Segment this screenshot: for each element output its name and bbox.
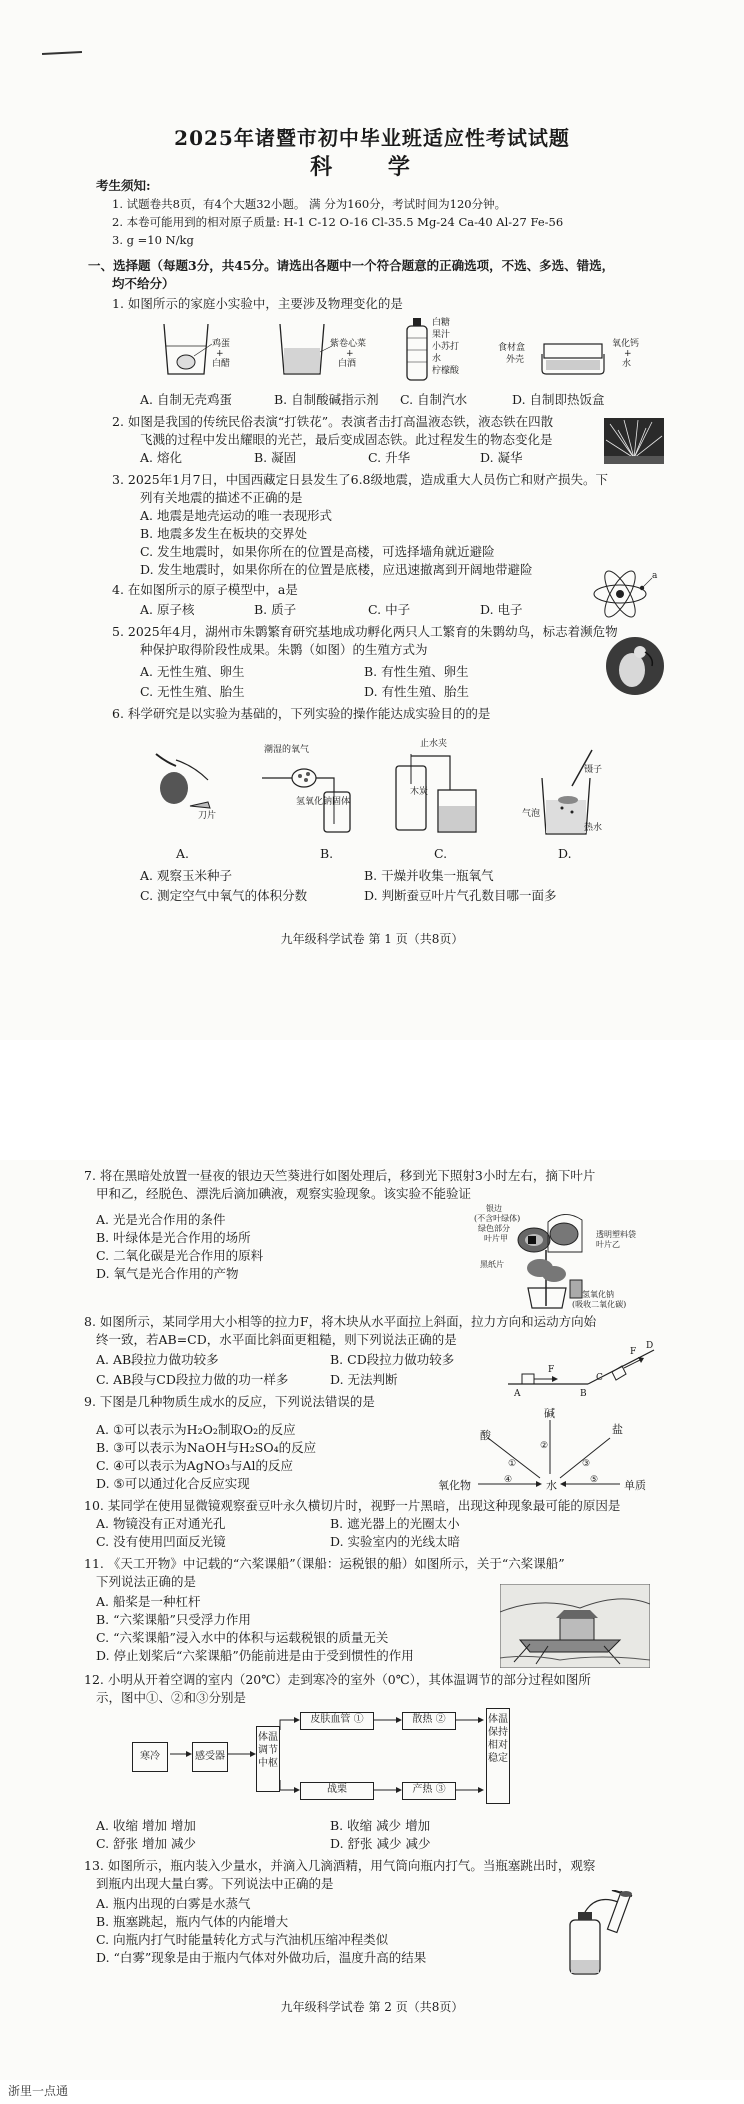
exam-title: 2025年诸暨市初中毕业班适应性考试试题 [174,126,570,150]
q5-line-1: 5. 2025年4月，湖州市朱鹮繁育研究基地成功孵化两只人工繁育的朱鹮幼鸟，标志着濒危物 [112,624,618,639]
q1-fig-b-l2: + [346,349,354,359]
q6-letter-a: A. [176,846,190,861]
q10-option-d: D. 实验室内的光线太暗 [330,1534,461,1549]
q7-line-1: 7. 将在黑暗处放置一昼夜的银边天竺葵进行如图处理后，移到光下照射3小时左右，摘下叶片 [84,1168,596,1183]
q12-box-shiver: 战栗 [300,1782,374,1800]
notice-1: 1. 试题卷共8页，有4个大题32小题。 满 分为160分，考试时间为120分钟。 [112,197,507,211]
q13-option-c: C. 向瓶内打气时能量转化方式与汽油机压缩冲程类似 [96,1932,389,1947]
q4-option-b: B. 质子 [254,602,297,617]
exam-page-1 [0,0,744,1040]
q7-fig-l2: (不含叶绿体) [474,1214,521,1223]
q9-fig-base: 碱 [544,1407,555,1420]
q10-option-c: C. 没有使用凹面反光镜 [96,1534,226,1549]
q8-option-b: B. CD段拉力做功较多 [330,1352,455,1367]
q12-skin-label: 皮肤血管 [310,1714,351,1725]
q12-box-skin [300,1712,374,1730]
q8-line-2: 终一致，若AB=CD，水平面比斜面更粗糙，则下列说法正确的是 [96,1332,457,1347]
q5-crested-ibis-photo [604,636,666,696]
q8-option-a: A. AB段拉力做功较多 [96,1352,219,1367]
q1-option-c: C. 自制汽水 [400,392,468,407]
q11-boat-illustration [500,1584,650,1668]
q7-fig-l3: 绿色部分 [478,1224,510,1233]
q1-figure-b [276,318,336,380]
q1-fig-b-l3: 白酒 [338,359,357,369]
watermark-source: 浙里一点通 [8,2084,69,2098]
q9-fig-num-1: ① [508,1459,517,1469]
q7-option-d: D. 氧气是光合作用的产物 [96,1266,239,1281]
q1-figure-c [402,316,432,382]
q12-box-center: 体温调节中枢 [256,1726,280,1792]
q12-num-1: ① [353,1714,364,1725]
q6-fig-c-l1: 止水夹 [420,739,448,749]
q1-option-d: D. 自制即热饭盒 [512,392,605,407]
q6-fig-a-l1: 刀片 [198,811,217,821]
q12-box-cold: 寒冷 [132,1742,168,1772]
q3-option-d: D. 发生地震时，如果你所在的位置是底楼，应迅速撤离到开阔地带避险 [140,562,533,577]
q12-option-d: D. 舒张 减少 减少 [330,1836,431,1851]
notice-title: 考生须知: [96,178,151,193]
q8-fig-label-b: B [580,1389,587,1399]
q10-option-b: B. 遮光器上的光圈太小 [330,1516,460,1531]
q1-fig-d-l5: 水 [622,359,632,369]
q6-fig-b-l1: 潮湿的氧气 [264,745,310,755]
q2-option-b: B. 凝固 [254,450,297,465]
exam-subject: 科 学 [310,154,434,180]
q2-option-c: C. 升华 [368,450,411,465]
q9-fig-num-4: ④ [504,1475,513,1485]
page-gap [0,1040,744,1160]
notice-2: 2. 本卷可能用到的相对原子质量: H-1 C-12 O-16 Cl-35.5 Mg-24 Ca-40 Al-27 Fe-56 [112,215,564,229]
q7-fig-l5: 透明塑料袋 [596,1230,636,1239]
q11-option-a: A. 船桨是一种杠杆 [96,1594,201,1609]
q5-line-2: 种保护取得阶段性成果。朱鹮（如图）的生殖方式为 [140,642,428,657]
q2-option-a: A. 熔化 [140,450,182,465]
q1-fig-c-l4: 水 [432,354,442,364]
q1-option-a: A. 自制无壳鸡蛋 [140,392,232,407]
q7-fig-l4: 叶片甲 [484,1234,508,1243]
q7-option-b: B. 叶绿体是光合作用的场所 [96,1230,251,1245]
q13-line-2: 到瓶内出现大量白雾。下列说法中正确的是 [96,1876,334,1891]
q12-heat-gen-label: 产热 [412,1784,433,1795]
q1-fig-c-l2: 果汁 [432,330,451,340]
q9-fig-oxide: 氧化物 [438,1479,471,1492]
q1-figure-a [160,318,250,380]
q12-line-2: 示，图中①、②和③分别是 [96,1690,247,1705]
q8-fig-label-f1: F [548,1365,555,1375]
q12-box-heat-loss [402,1712,456,1730]
q9-fig-num-5: ⑤ [590,1475,599,1485]
page-2-footer: 九年级科学试卷 第 2 页（共8页） [280,2000,464,2014]
q7-option-a: A. 光是光合作用的条件 [96,1212,226,1227]
q4-option-a: A. 原子核 [140,602,195,617]
q12-box-receptor: 感受器 [192,1742,228,1772]
q6-stem: 6. 科学研究是以实验为基础的，下列实验的操作能达成实验目的的是 [112,706,491,721]
q12-option-b: B. 收缩 减少 增加 [330,1818,431,1833]
q9-fig-acid: 酸 [480,1429,491,1442]
q6-option-b: B. 干燥并收集一瓶氧气 [364,868,494,883]
q9-stem: 9. 下图是几种物质生成水的反应，下列说法错误的是 [84,1394,375,1409]
q12-option-a: A. 收缩 增加 增加 [96,1818,196,1833]
q10-stem: 10. 某同学在使用显微镜观察蚕豆叶永久横切片时，视野一片黑暗，出现这种现象最可能的原因是 [84,1498,621,1513]
q5-option-c: C. 无性生殖、胎生 [140,684,245,699]
q9-fig-element: 单质 [624,1479,646,1492]
q9-option-c: C. ④可以表示为AgNO₃与Al的反应 [96,1458,294,1473]
q9-fig-water: 水 [546,1479,557,1492]
q10-option-a: A. 物镜没有正对通光孔 [96,1516,226,1531]
q9-fig-num-3: ③ [582,1459,591,1469]
q7-fig-l9: (吸收二氧化碳) [572,1300,627,1309]
q6-letter-c: C. [434,846,448,861]
q5-option-a: A. 无性生殖、卵生 [140,664,245,679]
q3-line-1: 3. 2025年1月7日，中国西藏定日县发生了6.8级地震，造成重大人员伤亡和财产损失。下 [112,472,608,487]
q7-fig-l7: 黑纸片 [480,1260,504,1269]
q1-fig-b-l1: 紫卷心菜 [330,339,367,349]
q6-fig-d-l3: 热水 [584,823,603,833]
q3-option-b: B. 地震多发生在板块的交界处 [140,526,308,541]
q6-letter-b: B. [320,846,334,861]
q9-fig-salt: 盐 [612,1423,623,1436]
q8-option-c: C. AB段与CD段拉力做的功一样多 [96,1372,289,1387]
q4-option-c: C. 中子 [368,602,411,617]
q4-fig-label: a [652,571,658,581]
q1-fig-c-l1: 白糖 [432,318,451,328]
q13-option-b: B. 瓶塞跳起，瓶内气体的内能增大 [96,1914,289,1929]
q9-option-d: D. ⑤可以通过化合反应实现 [96,1476,250,1491]
q12-num-3: ③ [435,1784,446,1795]
q7-line-2: 甲和乙，经脱色、漂洗后滴加碘液，观察实验现象。该实验不能验证 [96,1186,472,1201]
q7-fig-l8: 氢氧化钠 [582,1290,614,1299]
q8-option-d: D. 无法判断 [330,1372,398,1387]
q11-option-b: B. “六桨课船”只受浮力作用 [96,1612,251,1627]
q7-fig-l6: 叶片乙 [596,1240,620,1249]
q1-option-b: B. 自制酸碱指示剂 [274,392,379,407]
q6-fig-d-l2: 气泡 [522,809,541,819]
q5-option-b: B. 有性生殖、卵生 [364,664,469,679]
q9-fig-num-2: ② [540,1441,549,1451]
q12-box-stable: 体温保持相对稳定 [486,1708,510,1804]
q3-option-c: C. 发生地震时，如果你所在的位置是高楼，可选择墙角就近避险 [140,544,495,559]
q6-figure-c [390,750,480,836]
q4-option-d: D. 电子 [480,602,523,617]
q6-fig-d-l1: 镊子 [584,765,603,775]
q12-num-2: ② [435,1714,446,1725]
q12-line-1: 12. 小明从开着空调的室内（20℃）走到寒冷的室外（0℃），其体温调节的部分过程如图所 [84,1672,591,1687]
q13-option-a: A. 瓶内出现的白雾是水蒸气 [96,1896,251,1911]
q4-stem: 4. 在如图所示的原子模型中，a是 [112,582,298,597]
q1-fig-d-l1: 食材盒 [498,343,526,353]
pen-mark [42,51,82,55]
q7-fig-l1: 银边 [486,1204,502,1213]
q1-figure-d [540,340,610,380]
q4-atom-model-icon [590,560,660,622]
q2-line-2: 飞溅的过程中发出耀眼的光芒，最后变成固态铁。此过程发生的物态变化是 [140,432,553,447]
q5-option-d: D. 有性生殖、胎生 [364,684,470,699]
q1-fig-a-l2: + [216,349,224,359]
q8-fig-label-c: C [596,1373,603,1383]
q6-letter-d: D. [558,846,572,861]
q12-heat-loss-label: 散热 [412,1714,433,1725]
q13-option-d: D. “白雾”现象是由于瓶内气体对外做功后，温度升高的结果 [96,1950,427,1965]
q6-option-a: A. 观察玉米种子 [140,868,232,883]
q2-line-1: 2. 如图是我国的传统民俗表演“打铁花”。表演者击打高温液态铁，液态铁在四散 [112,414,554,429]
q8-line-1: 8. 如图所示，某同学用大小相等的拉力F，将木块从水平面拉上斜面，拉力方向和运动方向始 [84,1314,597,1329]
notice-3: 3. g =10 N/kg [112,233,194,247]
q9-option-b: B. ③可以表示为NaOH与H₂SO₄的反应 [96,1440,317,1455]
q13-bottle-pump-figure [556,1890,646,1980]
q12-box-heat-gen [402,1782,456,1800]
q3-line-2: 列有关地震的描述不正确的是 [140,490,303,505]
q7-option-c: C. 二氧化碳是光合作用的原料 [96,1248,264,1263]
q2-option-d: D. 凝华 [480,450,523,465]
q12-option-c: C. 舒张 增加 减少 [96,1836,197,1851]
q1-fig-c-l3: 小苏打 [432,342,460,352]
q6-fig-c-l2: 木炭 [410,787,429,797]
q13-line-1: 13. 如图所示，瓶内装入少量水，并滴入几滴酒精，用气筒向瓶内打气。当瓶塞跳出时，观察 [84,1858,596,1873]
q8-fig-label-a: A [514,1389,521,1399]
section1-heading: 一、选择题（每题3分，共45分。请选出各题中一个符合题意的正确选项，不选、多选、错选， [88,258,615,273]
q2-iron-flower-photo [604,418,664,464]
q1-fig-a-l3: 白醋 [212,359,231,369]
q1-fig-a-l1: 鸡蛋 [212,339,231,349]
q3-option-a: A. 地震是地壳运动的唯一表现形式 [140,508,332,523]
q8-fig-label-d: D [646,1341,654,1351]
q1-fig-d-l2: 外壳 [506,355,525,365]
section1-heading-2: 均不给分） [112,276,175,291]
q8-fig-label-f2: F [630,1347,637,1357]
q9-option-a: A. ①可以表示为H₂O₂制取O₂的反应 [96,1422,296,1437]
q11-line-1: 11. 《天工开物》中记载的“六桨课船”（课船：运税银的船）如图所示，关于“六桨课船” [84,1556,565,1571]
page-1-footer: 九年级科学试卷 第 1 页（共8页） [280,932,464,946]
q1-fig-d-l4: + [624,349,632,359]
exam-page-2 [0,1160,744,2080]
q6-option-d: D. 判断蚕豆叶片气孔数目哪一面多 [364,888,557,903]
q1-fig-c-l5: 柠檬酸 [432,366,460,376]
q11-option-d: D. 停止划桨后“六桨课船”仍能前进是由于受到惯性的作用 [96,1648,414,1663]
q11-option-c: C. “六桨课船”浸入水中的体积与运载税银的质量无关 [96,1630,389,1645]
q1-fig-d-l3: 氧化钙 [612,339,640,349]
q1-stem: 1. 如图所示的家庭小实验中，主要涉及物理变化的是 [112,296,403,311]
q6-option-c: C. 测定空气中氧气的体积分数 [140,888,308,903]
q11-line-2: 下列说法正确的是 [96,1574,197,1589]
q6-fig-b-l2: 氢氧化钠固体 [296,797,351,807]
